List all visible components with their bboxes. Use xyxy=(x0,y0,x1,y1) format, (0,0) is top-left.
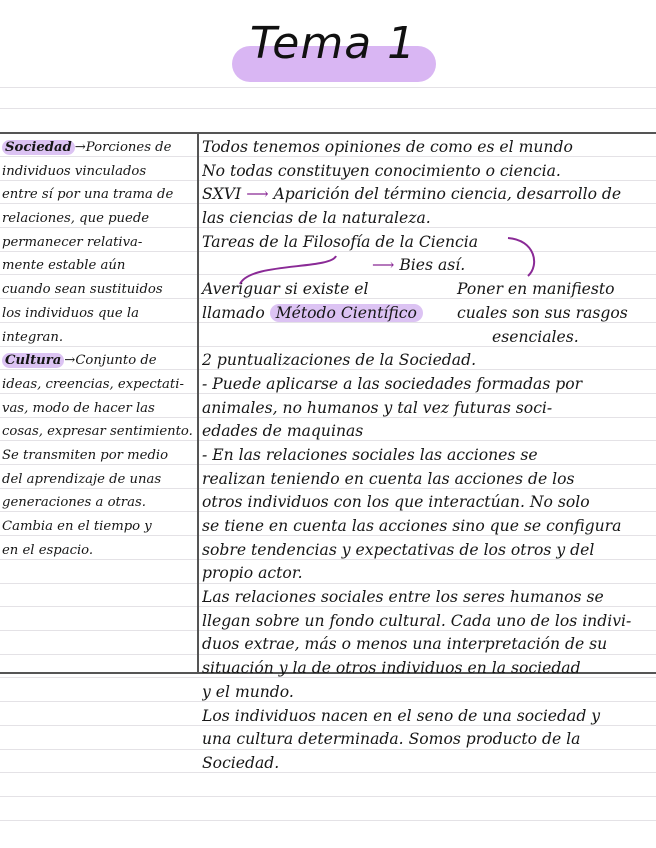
page-title: Tema 1 xyxy=(249,18,417,69)
definition-line: integran. xyxy=(2,329,64,345)
note-line: - Puede aplicarse a las sociedades formadas por xyxy=(202,374,583,393)
note-line: las ciencias de la naturaleza. xyxy=(202,209,431,228)
definition-line: ideas, creencias, expectati- xyxy=(2,376,184,392)
definition-line: los individuos que la xyxy=(2,305,140,321)
note-line: Las relaciones sociales entre los seres humanos se xyxy=(202,588,604,607)
note-line: - En las relaciones sociales las acciones se xyxy=(202,445,538,464)
note-line: Los individuos nacen en el seno de una sociedad y xyxy=(202,706,601,725)
ruled-line xyxy=(0,108,656,109)
note-line: y el mundo. xyxy=(202,682,294,701)
metodo-line: llamado Método Científico xyxy=(202,302,423,326)
note-line: edades de maquinas xyxy=(202,422,364,441)
ruled-line xyxy=(0,796,656,797)
definition-line: entre sí por una trama de xyxy=(2,187,174,203)
sociedad-definition-start: Sociedad →Porciones de xyxy=(2,136,196,160)
metodo-cientifico-highlight: Método Científico xyxy=(270,304,423,322)
note-line: propio actor. xyxy=(202,564,303,583)
title-area xyxy=(0,8,656,88)
tareas-branches xyxy=(202,278,650,302)
definition-line: cosas, expresar sentimiento. xyxy=(2,424,193,440)
note-line: se tiene en cuenta las acciones sino que se configura xyxy=(202,517,622,535)
arrow-right-icon: ⟶ xyxy=(372,256,395,275)
term-cultura: Cultura xyxy=(2,353,64,368)
note-line: sobre tendencias y expectativas de los otros y del xyxy=(202,540,595,559)
tareas-heading: Tareas de la Filosofía de la Ciencia xyxy=(202,232,479,251)
bies-line: ⟶ Bies así. xyxy=(372,256,466,275)
definition-line: del aprendizaje de unas xyxy=(2,471,162,487)
definition-line: permanecer relativa- xyxy=(2,234,143,250)
puntualizaciones-heading: 2 puntualizaciones de la Sociedad. xyxy=(202,351,477,370)
note-line: No todas constituyen conocimiento o ciencia. xyxy=(202,161,561,180)
definitions-column xyxy=(2,136,196,562)
note-line: realizan teniendo en cuenta las acciones de los xyxy=(202,469,575,488)
branch-averiguar: Averiguar si existe el xyxy=(202,280,369,299)
definition-line: relaciones, que puede xyxy=(2,211,150,227)
definition-line: generaciones a otras. xyxy=(2,495,146,511)
note-line: otros individuos con los que interactúan. No solo xyxy=(202,493,590,512)
branch-poner: cuales son sus rasgos xyxy=(457,303,628,322)
definition-line: cuando sean sustituidos xyxy=(2,282,163,298)
ruled-line xyxy=(0,820,656,821)
tareas-branches-2 xyxy=(202,302,650,326)
note-line: duos extrae, más o menos una interpretación de su xyxy=(202,635,608,654)
definition-line: vas, modo de hacer las xyxy=(2,400,155,416)
relaciones-paragraph xyxy=(202,444,650,776)
definition-line: en el espacio. xyxy=(2,542,94,558)
note-line: una cultura determinada. Somos producto de la xyxy=(202,730,581,749)
branch-poner: esenciales. xyxy=(492,327,579,346)
notes-column xyxy=(202,136,650,776)
branch-poner: Poner en manifiesto xyxy=(457,280,615,299)
table-top-rule xyxy=(0,132,656,134)
definition-line: Se transmiten por medio xyxy=(2,447,169,463)
note-line: Sociedad. xyxy=(202,753,280,772)
cultura-definition-start: Cultura →Conjunto de xyxy=(2,349,196,373)
tareas-branches-3 xyxy=(202,326,650,350)
definition-line: mente estable aún xyxy=(2,258,126,274)
arrow-right-icon: ⟶ xyxy=(246,185,269,204)
definition-line: Cambia en el tiempo y xyxy=(2,519,152,534)
term-sociedad: Sociedad xyxy=(2,140,75,155)
column-divider xyxy=(197,133,199,673)
note-line: Todos tenemos opiniones de como es el mundo xyxy=(202,138,573,156)
note-line: llegan sobre un fondo cultural. Cada uno de los indivi- xyxy=(202,611,632,630)
note-line: situación y la de otros individuos en la sociedad xyxy=(202,659,581,678)
sxvi-line: SXVI ⟶ Aparición del término ciencia, desarrollo de xyxy=(202,185,622,204)
sxvi-label: SXVI xyxy=(202,185,242,204)
definition-line: individuos vinculados xyxy=(2,163,147,179)
note-line: animales, no humanos y tal vez futuras soci- xyxy=(202,398,553,417)
